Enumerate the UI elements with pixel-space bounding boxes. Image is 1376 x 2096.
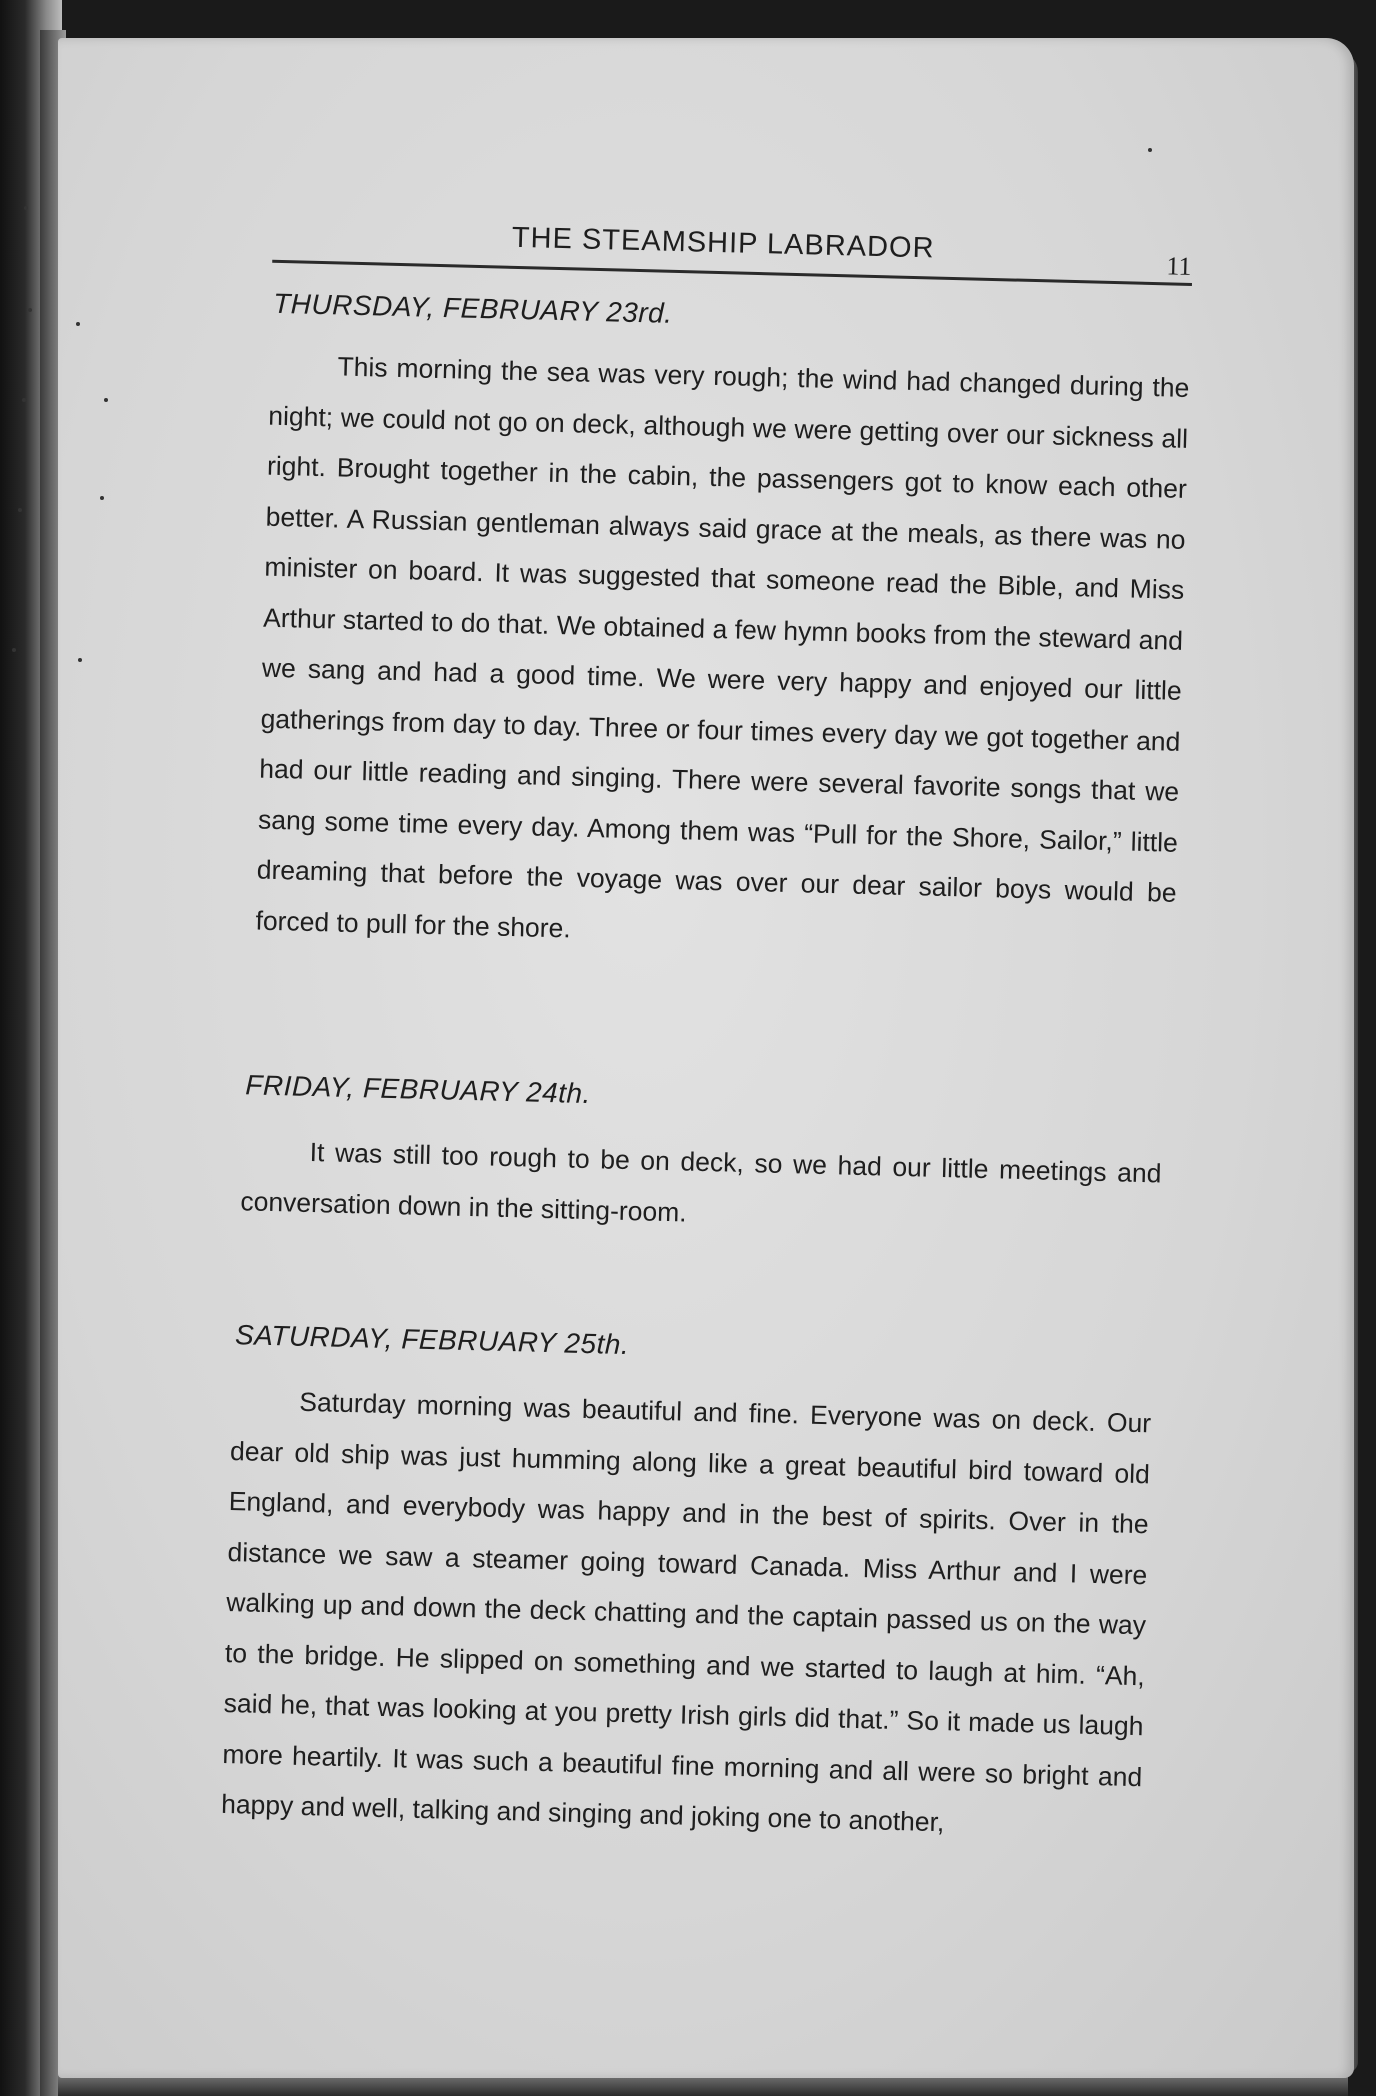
entry-body: This morning the sea was very rough; the wind had changed during the night; we could not go on deck, although we were getting over our sickness all right. Brought together in the cabin, the passengers got to know each other better. A Russian gentleman always said grace at the meals, as there was no minister on board. It was suggested that someone read the Bible, and Miss Arthur started to do that. We obtained a few hymn books from the steward and we sang and had a good time. We were very happy and enjoyed our little gatherings from day to day. Three or four times every day we got together and had our little reading and singing. There were several favorite songs that we sang some time every day. Among them was “Pull for the Shore, Sailor,” little dreaming that before the voyage was over our dear sailor boys would be forced to pull for the shore.	[255, 351, 1190, 943]
book-page	[58, 38, 1354, 2078]
running-head: THE STEAMSHIP LABRADOR	[511, 221, 935, 265]
page-number: 11	[1166, 251, 1192, 281]
entry-heading: SATURDAY, FEBRUARY 25th.	[234, 1319, 630, 1361]
entry-body: Saturday morning was beautiful and fine. Everyone was on deck. Our dear old ship was just humming along like a great beautiful bird toward old England, and everybody was happy and in the best of spirits. Over in the distance we saw a steamer going toward Canada. Miss Arthur and I were walking up and down the deck chatting and the captain passed us on the way to the bridge. He slipped on something and we started to laugh at him. “Ah, said he, that was looking at you pretty Irish girls did that.” So it made us laugh more heartily. It was such a beautiful fine morning and all were so bright and happy and well, talking and singing and joking one to another,	[220, 1386, 1152, 1838]
page-content	[11, 20, 1358, 2092]
entry-body: It was still too rough to be on deck, so we had our little meetings and conversation down in the sitting-room.	[240, 1136, 1162, 1228]
header-rule	[272, 260, 1192, 286]
entry-heading: THURSDAY, FEBRUARY 23rd.	[272, 287, 673, 329]
entry-heading: FRIDAY, FEBRUARY 24th.	[245, 1069, 592, 1110]
